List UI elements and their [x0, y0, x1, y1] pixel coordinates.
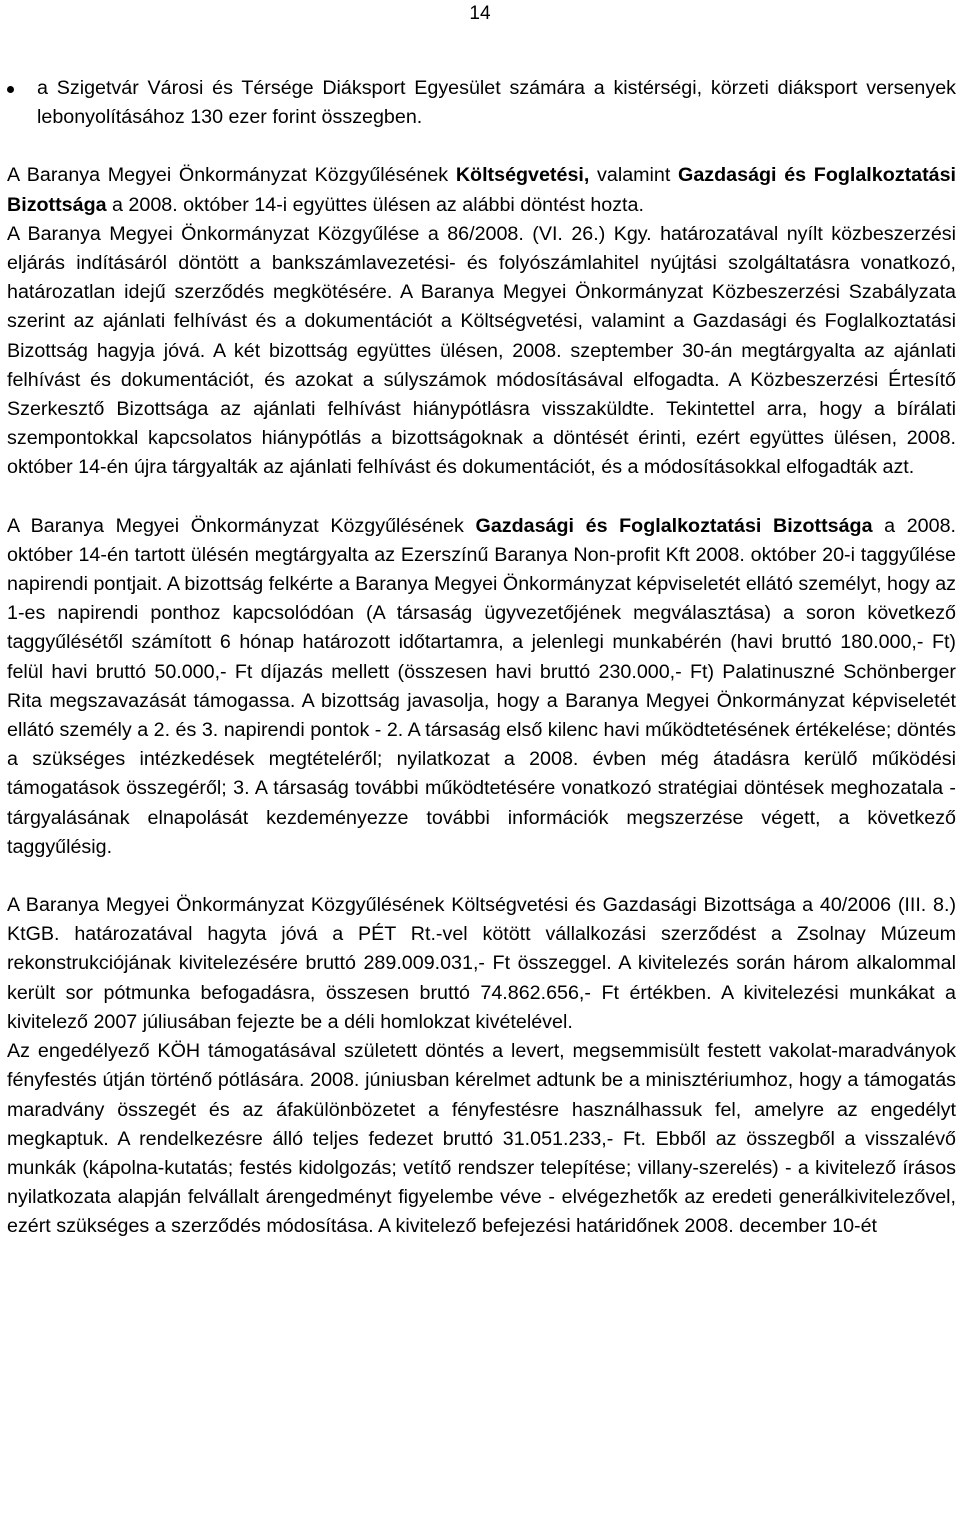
paragraph-spacer	[7, 132, 956, 161]
bold-committee-name: Költségvetési,	[455, 164, 590, 187]
paragraph-text: A Baranya Megyei Önkormányzat Közgyűlésének	[7, 164, 456, 187]
bullet-icon	[7, 86, 14, 93]
page-number: 14	[469, 3, 491, 24]
bullet-list-item	[7, 74, 956, 132]
paragraph-ezerszinu-baranya	[7, 512, 956, 862]
bold-committee-name: Gazdasági és Foglalkoztatási Bizottsága	[7, 164, 957, 216]
paragraph-text: A Baranya Megyei Önkormányzat Közgyűlése a 86/2008. (VI. 26.) Kgy. határozatával nyílt közbeszerzési eljárás indításáról döntött a bankszámlavezetési- és folyószámlahitel nyújtási szolgáltatásra vonatkozó, határozatlan idejű szerződés megkötésére. A Baranya Megyei Önkormányzat Közbeszerzési Szabályzata szerint az ajánlati felhívást és a dokumentációt a Költségvetési, valamint a Gazdasági és Foglalkoztatási Bizottság hagyja jóvá. A két bizottság együttes ülésen, 2008. szeptember 30-án megtárgyalta az ajánlati felhívást és dokumentációt, és azokat a súlyszámok módosításával elfogadta. A Közbeszerzési Értesítő Szerkesztő Bizottsága az ajánlati felhívást hiánypótlásra visszaküldte. Tekintettel arra, hogy a bírálati szempontokkal kapcsolatos hiánypótlás a bizottságoknak a döntését érinti, ezért együttes ülésen, 2008. október 14-én újra tárgyalták az ajánlati felhívást és dokumentációt, és a módosításokkal elfogadták azt.	[7, 222, 956, 479]
paragraph-spacer	[7, 862, 956, 891]
paragraph-zsolnay-museum	[7, 891, 956, 1037]
document-body	[7, 74, 956, 1242]
paragraph-text: valamint	[589, 164, 679, 187]
bold-committee-name: Gazdasági és Foglalkoztatási Bizottsága	[475, 514, 873, 537]
paragraph-text: A Baranya Megyei Önkormányzat Közgyűlésének	[7, 514, 476, 537]
paragraph-text: A Baranya Megyei Önkormányzat Közgyűlésének Költségvetési és Gazdasági Bizottsága a 40/2006 (III. 8.) KtGB. határozatával hagyta jóvá a PÉT Rt.-vel kötött vállalkozási szerződést a Zsolnay Múzeum rekonstrukciójának kivitelezésére bruttó 289.009.031,- Ft összeggel. A kivitelezés során három alkalommal került sor pótmunka befogadásra, összesen bruttó 74.862.656,- Ft értékben. A kivitelezési munkákat a kivitelező 2007 júliusában fejezte be a déli homlokzat kivételével.	[7, 894, 956, 1033]
paragraph-text: a 2008. október 14-én tartott ülésén megtárgyalta az Ezerszínű Baranya Non-profit Kft 2008. október 20-i taggyűlése napirendi pontjait. A bizottság felkérte a Baranya Megyei Önkormányzat képviseletét ellátó személyt, hogy az 1-es napirendi ponthoz kapcsolódóan (A társaság ügyvezetőjének megválasztása) a soron következő taggyűlésétől számított 6 hónap határozott időtartamra, a jelenlegi munkabérén (havi bruttó 180.000,- Ft) felül havi bruttó 50.000,- Ft díjazás mellett (összesen havi bruttó 230.000,- Ft) Palatinuszné Schönberger Rita megszavazását támogassa. A bizottság javasolja, hogy a Baranya Megyei Önkormányzat képviseletét ellátó személy a 2. és 3. napirendi pontok - 2. A társaság első kilenc havi működtetésének értékelése; döntés a szükséges intézkedések megtételéről; nyilatkozat a 2008. évben még átadásra kerülő működési támogatások összegéről; 3. A társaság további működtetésére vonatkozó stratégiai döntések meghozatala - tárgyalásának elnapolását kezdeményezze további információk megszerzése végett, a következő taggyűlésig.	[7, 514, 956, 858]
paragraph-spacer	[7, 483, 956, 512]
paragraph-procurement	[7, 220, 956, 483]
paragraph-committee-decision	[7, 161, 956, 219]
paragraph-text: a 2008. október 14-i együttes ülésen az alábbi döntést hozta.	[106, 193, 644, 216]
bullet-text: a Szigetvár Városi és Térsége Diáksport Egyesület számára a kistérségi, körzeti diáksport versenyek lebonyolításához 130 ezer forint összegben.	[37, 77, 956, 129]
paragraph-koh-support	[7, 1037, 956, 1241]
paragraph-text: Az engedélyező KÖH támogatásával született döntés a levert, megsemmisült festett vakolat-maradványok fényfestés útján történő pótlására. 2008. júniusban kérelmet adtunk be a minisztériumhoz, hogy a támogatás maradvány összegét és az áfakülönbözetet a fényfestésre használhassuk fel, amelyre az engedélyt megkaptuk. A rendelkezésre álló teljes fedezet bruttó 31.051.233,- Ft. Ebből az összegből a visszalévő munkák (kápolna-kutatás; festés kidolgozás; vetítő rendszer telepítése; villany-szerelés) - a kivitelező írásos nyilatkozata alapján felvállalt árengedményt figyelembe véve - elvégezhetők az eredeti generálkivitelezővel, ezért szükséges a szerződés módosítása. A kivitelező befejezési határidőnek 2008. december 10-ét	[7, 1040, 956, 1238]
